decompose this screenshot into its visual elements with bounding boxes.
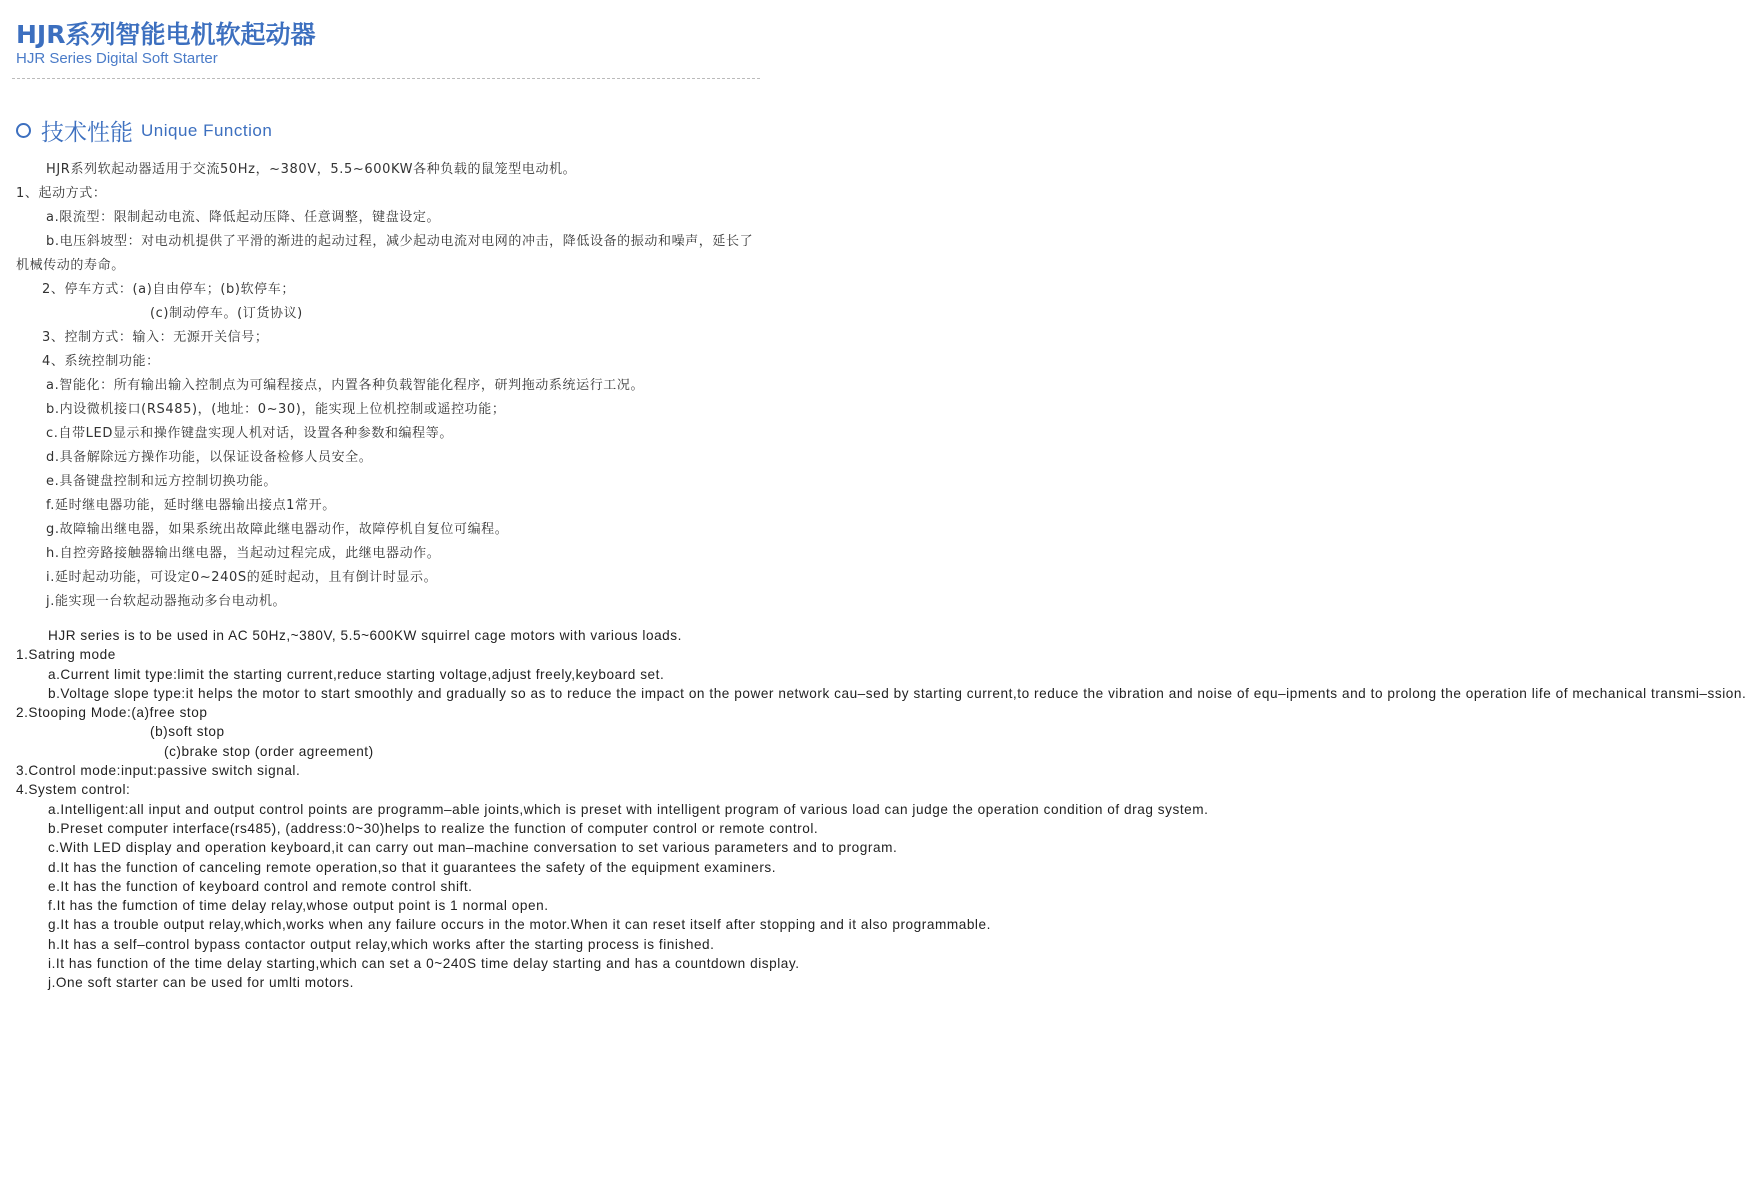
chinese-description (16, 158, 761, 614)
cn-func-b: b.内设微机接口(RS485)，(地址：0~30)，能实现上位机控制或遥控功能； (46, 402, 506, 417)
en-stopping-c: (c)brake stop (order agreement) (164, 743, 374, 759)
en-func-g: g.It has a trouble output relay,which,works when any failure occurs in the motor.When it can reset itself after stopping and it also programmable. (48, 917, 991, 933)
cn-func-a: a.智能化：所有输出输入控制点为可编程接点，内置各种负载智能化程序，研判拖动系统运行工况。 (46, 378, 645, 393)
en-heading-system: 4.System control: (16, 782, 131, 798)
section-heading (16, 114, 272, 147)
cn-heading-starting: 1、起动方式： (16, 186, 107, 201)
cn-func-g: g.故障输出继电器，如果系统出故障此继电器动作，故障停机自复位可编程。 (46, 522, 509, 537)
cn-intro: HJR系列软起动器适用于交流50Hz，~380V，5.5~600KW各种负载的鼠笼型电动机。 (46, 162, 577, 177)
en-func-b: b.Preset computer interface(rs485), (address:0~30)helps to realize the function of computer control or remote control. (48, 820, 819, 836)
cn-func-j: j.能实现一台软起动器拖动多台电动机。 (46, 594, 287, 609)
en-func-a: a.Intelligent:all input and output control points are programm–able joints,which is preset with intelligent program of various load can judge the operation condition of drag system. (48, 801, 1209, 817)
section-title-cn: 技术性能 (41, 120, 133, 146)
cn-func-f: f.延时继电器功能，延时继电器输出接点1常开。 (46, 498, 336, 513)
en-func-c: c.With LED display and operation keyboard,it can carry out man–machine conversation to set various parameters and to program. (48, 840, 898, 856)
page-header (16, 20, 315, 68)
en-func-d: d.It has the function of canceling remote operation,so that it guarantees the safety of the equipment examiners. (48, 859, 777, 875)
cn-func-d: d.具备解除远方操作功能，以保证设备检修人员安全。 (46, 450, 373, 465)
page-title-en: HJR Series Digital Soft Starter (16, 50, 218, 67)
en-heading-control: 3.Control mode:input:passive switch signal. (16, 763, 301, 779)
cn-func-e: e.具备键盘控制和远方控制切换功能。 (46, 474, 277, 489)
en-func-e: e.It has the function of keyboard control and remote control shift. (48, 878, 473, 894)
cn-heading-stopping: 2、停车方式：(a)自由停车；(b)软停车； (42, 282, 295, 297)
cn-func-i: i.延时起动功能，可设定0~240S的延时起动，且有倒计时显示。 (46, 570, 438, 585)
en-heading-stopping: 2.Stooping Mode:(a)free stop (16, 705, 208, 721)
english-description (16, 626, 1746, 993)
en-func-h: h.It has a self–control bypass contactor output relay,which works after the starting process is finished. (48, 936, 715, 952)
divider (12, 78, 760, 79)
circle-bullet-icon (16, 123, 31, 138)
en-item-a: a.Current limit type:limit the starting current,reduce starting voltage,adjust freely,keyboard set. (48, 666, 665, 682)
page-title-cn: HJR系列智能电机软起动器 (16, 20, 316, 49)
cn-heading-system: 4、系统控制功能： (42, 354, 160, 369)
en-item-b: b.Voltage slope type:it helps the motor to start smoothly and gradually so as to reduce the impact on the power network cau–sed by starting current,to reduce the vibration and noise of equ–ipments and to prolong the operation life of mechanical transmi–ssion. (48, 685, 1746, 701)
cn-heading-control: 3、控制方式：输入：无源开关信号； (42, 330, 269, 345)
cn-item-a: a.限流型：限制起动电流、降低起动压降、任意调整，键盘设定。 (46, 210, 441, 225)
en-func-f: f.It has the fumction of time delay relay,whose output point is 1 normal open. (48, 898, 549, 914)
en-func-j: j.One soft starter can be used for umlti motors. (48, 975, 354, 991)
en-intro: HJR series is to be used in AC 50Hz,~380V, 5.5~600KW squirrel cage motors with various loads. (48, 628, 682, 643)
cn-item-b: b.电压斜坡型：对电动机提供了平滑的渐进的起动过程，减少起动电流对电网的冲击，降低设备的振动和噪声，延长了机械传动的寿命。 (16, 234, 754, 273)
cn-func-c: c.自带LED显示和操作键盘实现人机对话，设置各种参数和编程等。 (46, 426, 453, 441)
section-title-en: Unique Function (141, 120, 273, 140)
en-func-i: i.It has function of the time delay starting,which can set a 0~240S time delay starting and has a countdown display. (48, 956, 800, 972)
cn-stopping-c: (c)制动停车。(订货协议) (150, 306, 303, 321)
en-stopping-b: (b)soft stop (150, 724, 225, 740)
cn-func-h: h.自控旁路接触器输出继电器，当起动过程完成，此继电器动作。 (46, 546, 441, 561)
en-heading-starting: 1.Satring mode (16, 647, 116, 663)
